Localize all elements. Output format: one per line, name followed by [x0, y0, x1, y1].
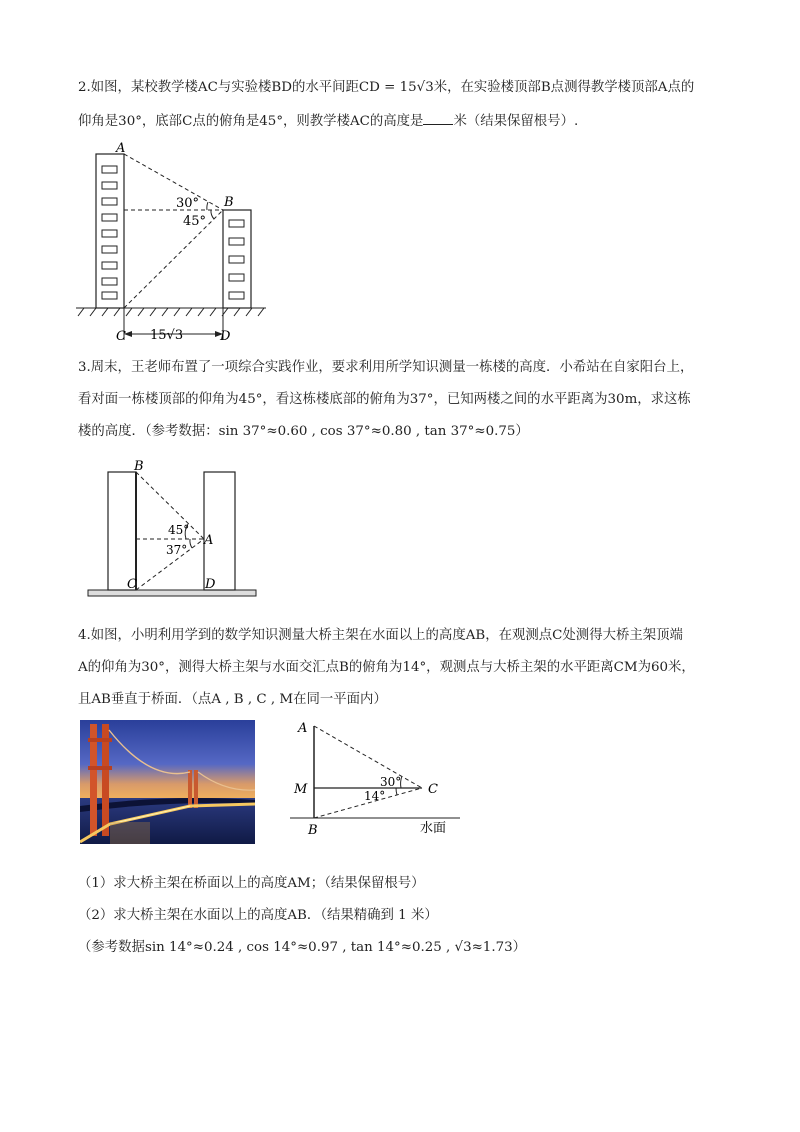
question-2: （2）求大桥主架在水面以上的高度AB．（结果精确到 1 米） [78, 908, 438, 923]
angle-37: 37° [166, 543, 188, 557]
distance-cd: 15√3 [150, 328, 184, 343]
problem-4-figure [290, 718, 465, 838]
problem-2-figure [70, 140, 280, 345]
problem-3-line-3: 楼的高度．（参考数据：sin 37°≈0.60 , cos 37°≈0.80 , tan 37°≈0.75） [78, 424, 529, 439]
label-m: M [294, 782, 308, 797]
problem-2-line-1: 2.如图，某校教学楼AC与实验楼BD的水平间距CD = 15√3米，在实验楼顶部B点测得教学楼顶部A点的 [78, 80, 695, 95]
problem-3-line-1: 3.周末，王老师布置了一项综合实践作业，要求利用所学知识测量一栋楼的高度．小希站在自家阳台上， [78, 360, 694, 375]
label-b: B [308, 823, 318, 838]
label-c: C [127, 577, 137, 592]
problem-4-line-3: 且AB垂直于桥面．（点A , B , C , M在同一平面内） [78, 692, 387, 707]
label-d: D [220, 329, 231, 344]
label-c: C [116, 329, 126, 344]
angle-45: 45° [168, 523, 190, 537]
problem-2-line-2 [78, 110, 578, 132]
problem-4-line-2: A的仰角为30°，测得大桥主架与水面交汇点B的俯角为14°，观测点与大桥主架的水平距离CM为60米， [78, 660, 695, 675]
question-1: （1）求大桥主架在桥面以上的高度AM；（结果保留根号） [78, 876, 425, 891]
problem-4-line-1: 4.如图，小明利用学到的数学知识测量大桥主架在水面以上的高度AB，在观测点C处测得大桥主架顶端 [78, 628, 683, 643]
label-b: B [134, 459, 144, 474]
angle-14: 14° [364, 789, 386, 803]
problem-2-line-2a: 仰角是30°，底部C点的俯角是45°，则教学楼AC的高度是 [78, 114, 424, 129]
label-a: A [116, 141, 126, 156]
problem-3-figure [88, 458, 268, 603]
label-a: A [204, 533, 214, 548]
label-a: A [298, 721, 308, 736]
label-b: B [224, 195, 234, 210]
angle-45: 45° [183, 214, 207, 229]
angle-30: 30° [380, 775, 402, 789]
reference-data: （参考数据sin 14°≈0.24 , cos 14°≈0.97 , tan 14°≈0.25 , √3≈1.73） [78, 940, 527, 955]
problem-2-line-2b: 米（结果保留根号）. [453, 114, 579, 129]
water-label: 水面 [420, 821, 447, 836]
problem-3-line-2: 看对面一栋楼顶部的仰角为45°，看这栋楼底部的俯角为37°，已知两楼之间的水平距离为30m，求这栋 [78, 392, 691, 407]
answer-blank[interactable] [423, 110, 453, 125]
angle-30: 30° [176, 196, 200, 211]
label-d: D [205, 577, 216, 592]
bridge-photo [80, 720, 255, 844]
label-c: C [428, 782, 438, 797]
